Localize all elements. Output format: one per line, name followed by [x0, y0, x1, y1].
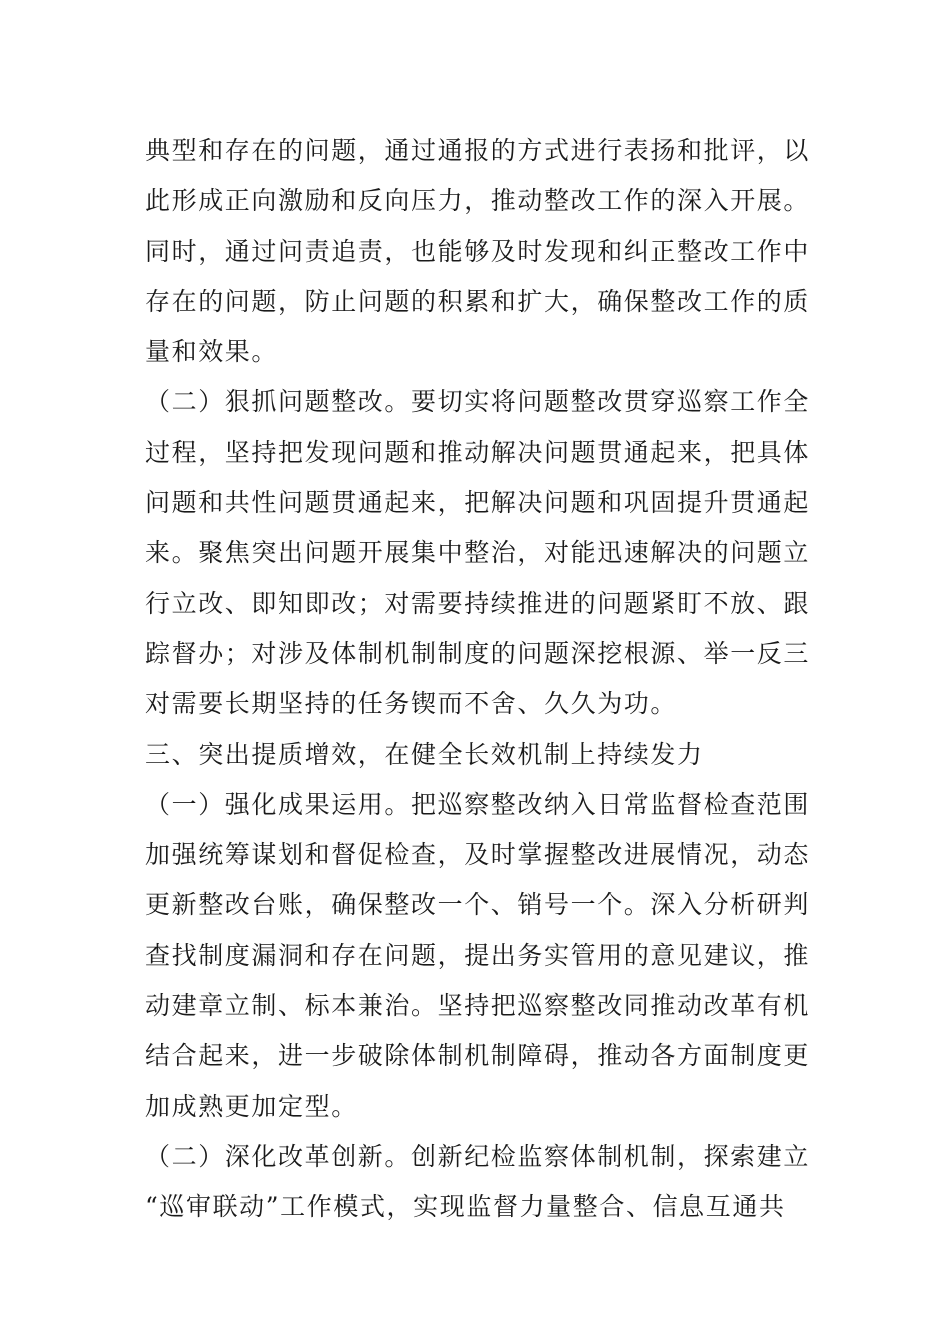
text-line-7: 过程，坚持把发现问题和推动解决问题贯通起来，把具体	[145, 437, 811, 467]
text-line-14: （一）强化成果运用。把巡察整改纳入日常监督检查范围	[145, 789, 811, 819]
text-line-8: 问题和共性问题贯通起来，把解决问题和巩固提升贯通起	[145, 488, 811, 518]
text-line-22: “巡审联动”工作模式，实现监督力量整合、信息互通共	[145, 1192, 786, 1222]
text-line-17: 查找制度漏洞和存在问题，提出务实管用的意见建议，推	[145, 940, 811, 970]
text-line-18: 动建章立制、标本兼治。坚持把巡察整改同推动改革有机	[145, 991, 811, 1021]
text-line-4: 存在的问题，防止问题的积累和扩大，确保整改工作的质	[145, 286, 811, 316]
text-line-20: 加成熟更加定型。	[145, 1091, 358, 1121]
text-line-21: （二）深化改革创新。创新纪检监察体制机制，探索建立	[145, 1141, 811, 1171]
document-body	[145, 126, 810, 1233]
text-line-9: 来。聚焦突出问题开展集中整治，对能迅速解决的问题立	[145, 538, 811, 568]
text-line-11: 踪督办；对涉及体制机制制度的问题深挖根源、举一反三	[145, 638, 811, 668]
text-line-10: 行立改、即知即改；对需要持续推进的问题紧盯不放、跟	[145, 588, 811, 618]
text-line-19: 结合起来，进一步破除体制机制障碍，推动各方面制度更	[145, 1041, 811, 1071]
text-line-3: 同时，通过问责追责，也能够及时发现和纠正整改工作中	[145, 236, 811, 266]
section-heading: 三、突出提质增效，在健全长效机制上持续发力	[145, 739, 704, 769]
text-line-12: 对需要长期坚持的任务锲而不舍、久久为功。	[145, 689, 678, 719]
text-line-2: 此形成正向激励和反向压力，推动整改工作的深入开展。	[145, 186, 811, 216]
text-line-15: 加强统筹谋划和督促检查，及时掌握整改进展情况，动态	[145, 840, 811, 870]
text-line-16: 更新整改台账，确保整改一个、销号一个。深入分析研判	[145, 890, 811, 920]
text-line-1: 典型和存在的问题，通过通报的方式进行表扬和批评，以	[145, 136, 811, 165]
text-line-5: 量和效果。	[145, 337, 279, 367]
text-line-6: （二）狠抓问题整改。要切实将问题整改贯穿巡察工作全	[145, 387, 811, 417]
